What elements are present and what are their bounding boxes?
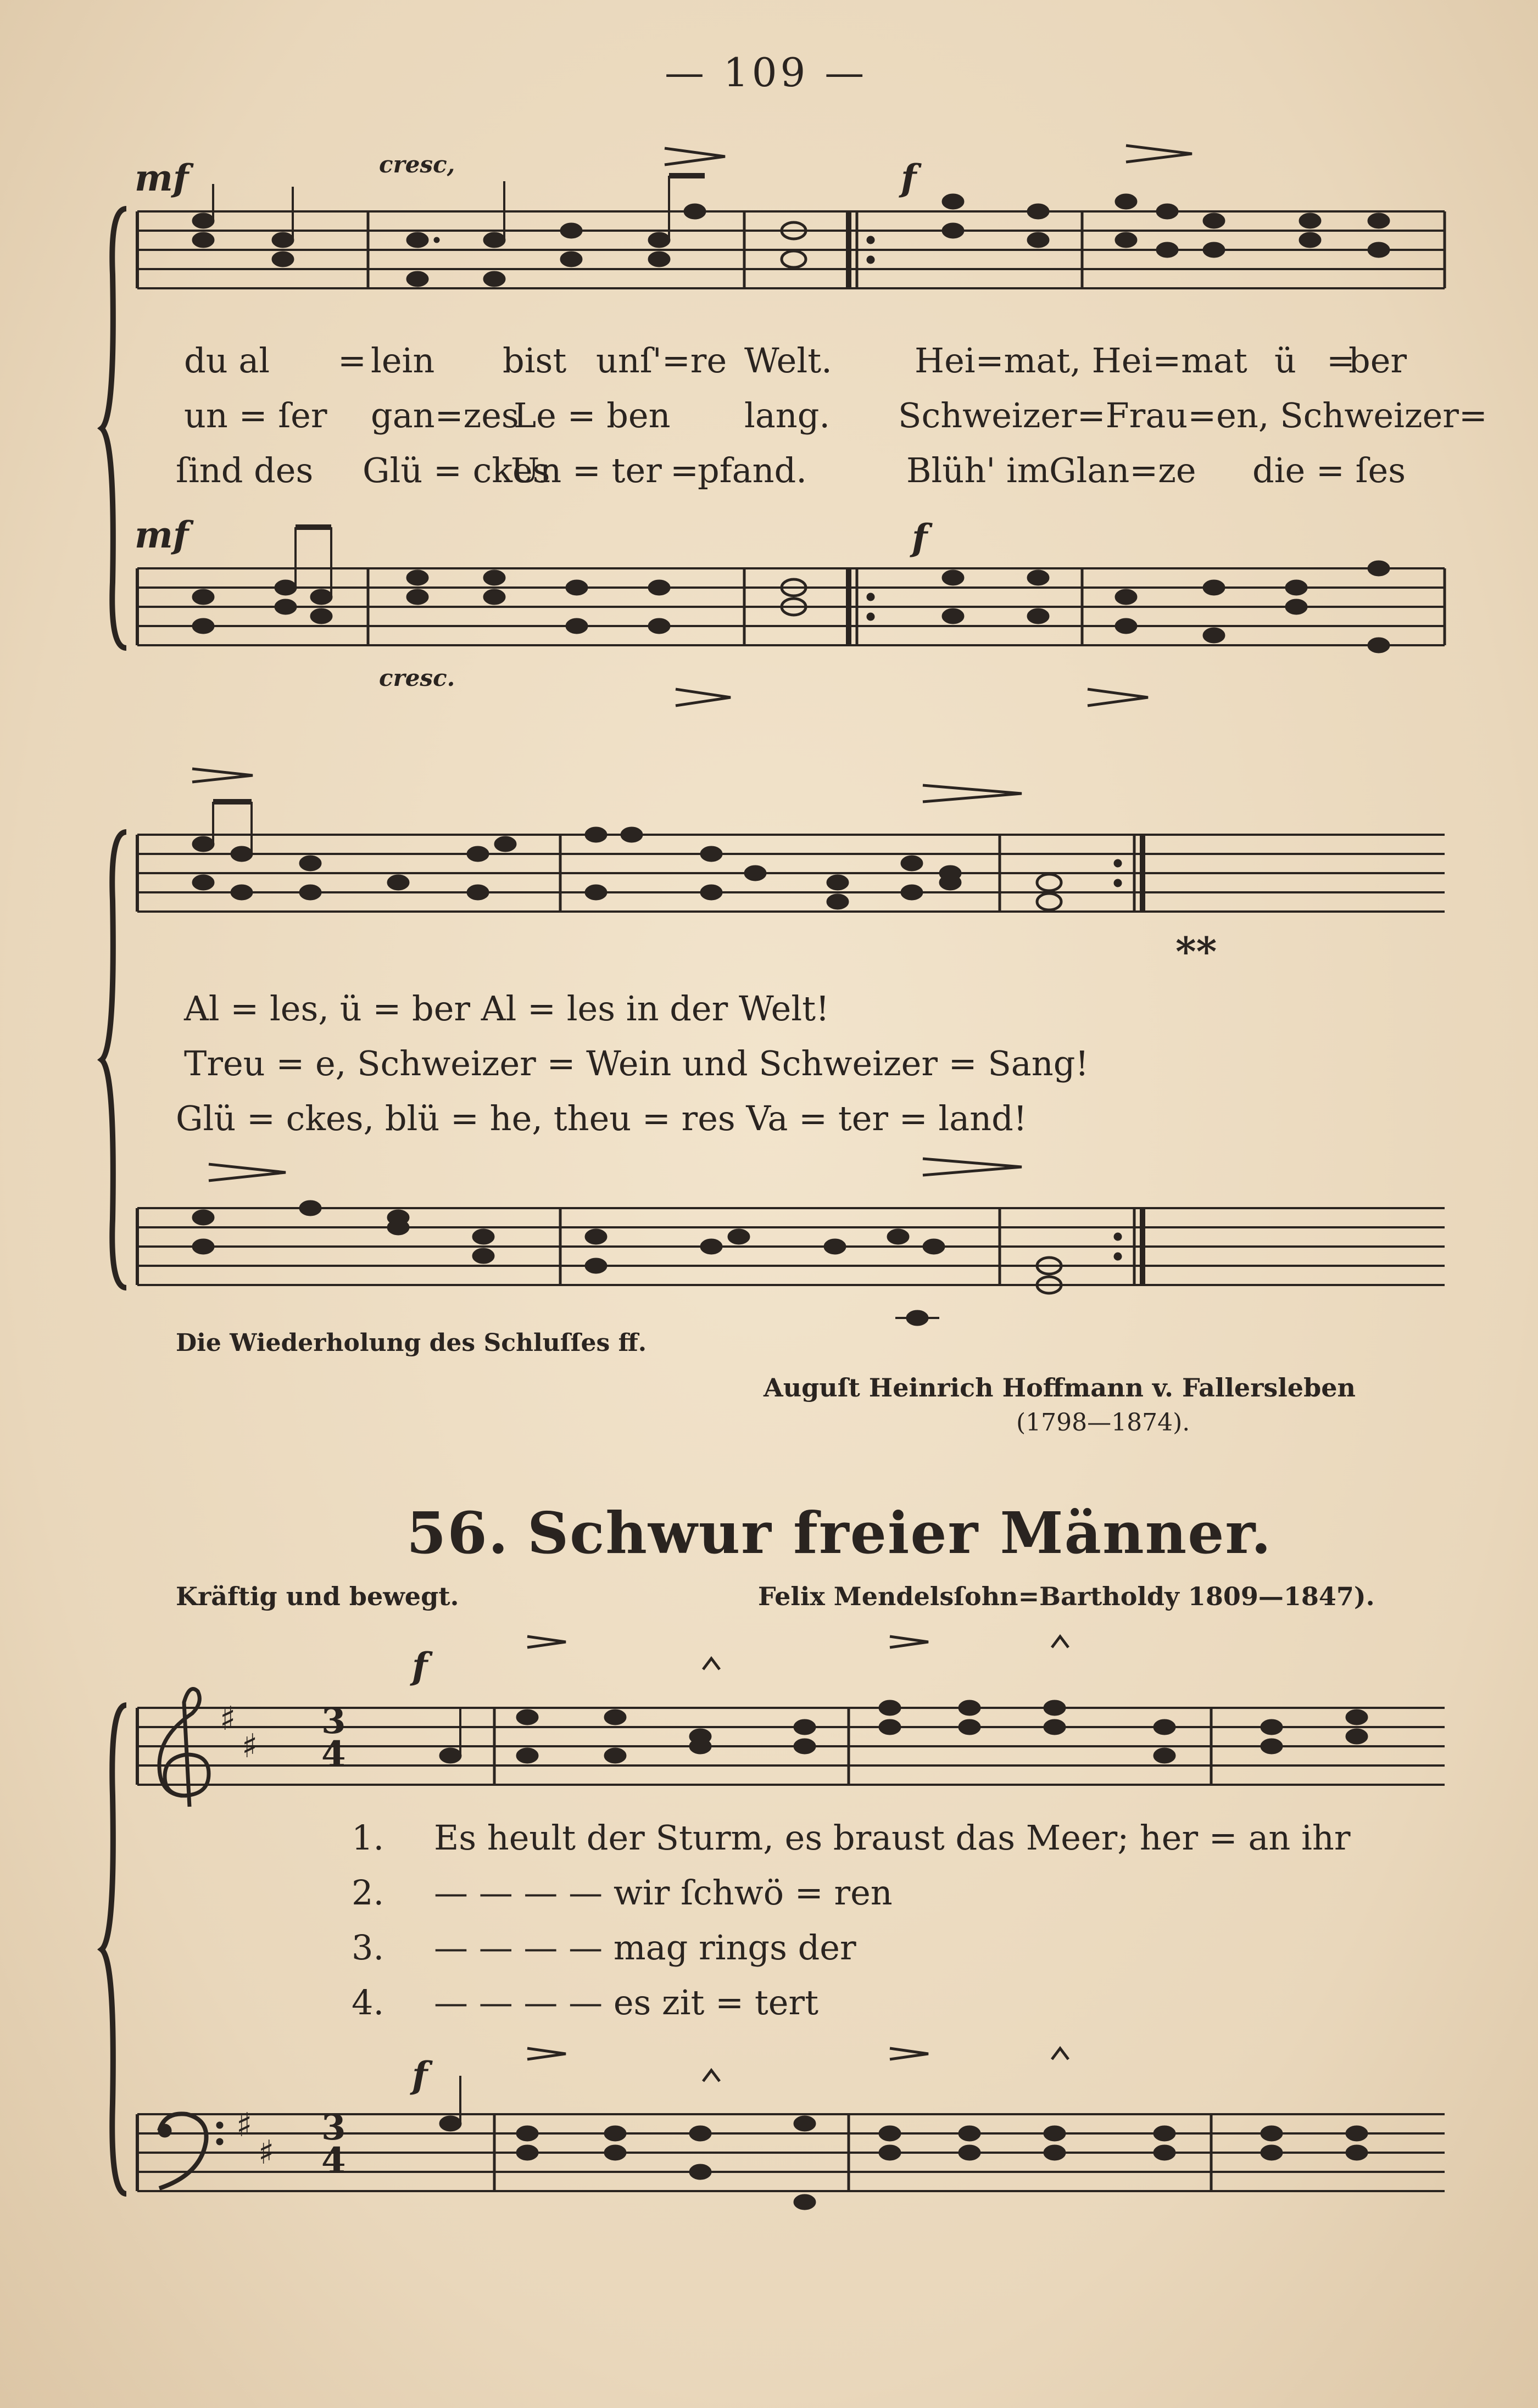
svg-text:♯: ♯ xyxy=(258,2133,275,2172)
lyric-word: Schweizer=Frau=en, Schweizer= xyxy=(898,395,1487,435)
time-signature-treble xyxy=(321,1701,346,1775)
notes-system1-bottom xyxy=(192,527,1390,653)
dynamic-f-bottom: f xyxy=(912,516,928,559)
composer-credit: Felix Mendelsſohn=Bartholdy 1809—1847). xyxy=(758,1582,1375,1611)
double-asterisk: ** xyxy=(1175,928,1217,975)
system2-verse-2: Treu = e, Schweizer = Wein und Schweizer = Sang! xyxy=(184,1043,1089,1083)
verse-number: 4. xyxy=(352,1982,384,2023)
lyric-word: ber xyxy=(1348,340,1407,381)
staff-system2-bottom xyxy=(137,1208,1445,1285)
time-sig-top: 3 xyxy=(321,1701,346,1742)
lyric-word: Welt. xyxy=(744,340,832,381)
lyricist-years: (1798—1874). xyxy=(1016,1409,1190,1437)
cresc-marking-top: cresc, xyxy=(379,151,455,178)
verse-text: — — — — wir ſchwö = ren xyxy=(434,1873,893,1913)
cresc-marking-bottom: cresc. xyxy=(379,664,455,691)
lyric-word: pfand. xyxy=(698,450,807,490)
tempo-marking: Kräftig und bewegt. xyxy=(176,1582,459,1611)
lyric-word: ſind des xyxy=(176,450,314,490)
lyric-word: un = ſer xyxy=(184,395,327,435)
song-title: Schwur freier Männer. xyxy=(527,1499,1272,1567)
staff-system2-top xyxy=(137,835,1445,912)
dynamic-f-treble: f xyxy=(412,1645,428,1688)
notes-system2-top xyxy=(192,802,1061,910)
time-sig-bottom: 4 xyxy=(321,1734,346,1775)
lyric-word: Hei=mat, Hei=mat xyxy=(915,340,1247,381)
lyric-word: = xyxy=(1327,340,1355,381)
system2-verse-1: Al = les, ü = ber Al = les in der Welt! xyxy=(184,988,829,1029)
notes-system2-bottom xyxy=(192,1200,1061,1326)
notes-song56-treble xyxy=(439,1700,1368,1763)
lyric-word: Blüh' im xyxy=(906,450,1050,490)
verse-number: 2. xyxy=(352,1873,384,1913)
lyric-word: = xyxy=(338,340,366,381)
system2-verse-3: Glü = ckes, blü = he, theu = res Va = ter = land! xyxy=(176,1098,1027,1138)
lyric-word: die = ſes xyxy=(1252,450,1406,490)
dynamic-f-top: f xyxy=(901,157,917,199)
lyricist-credit: Auguſt Heinrich Hoffmann v. Fallersleben xyxy=(764,1373,1356,1403)
verse-text: Es heult der Sturm, es braust das Meer; her = an ihr xyxy=(434,1818,1351,1858)
lyric-word: ü xyxy=(1274,340,1296,381)
verse-text: — — — — mag rings der xyxy=(434,1927,856,1968)
lyric-word: Le = ben xyxy=(514,395,671,435)
treble-clef-icon xyxy=(159,1689,209,1807)
svg-text:♯: ♯ xyxy=(236,2106,253,2144)
lyric-word: Un = ter xyxy=(511,450,662,490)
lyric-word: du al xyxy=(184,340,270,381)
lyric-word: bist xyxy=(503,340,567,381)
lyric-word: lein xyxy=(371,340,435,381)
repeat-note: Die Wiederholung des Schluſſes ff. xyxy=(176,1329,647,1357)
time-signature-bass xyxy=(321,2107,346,2181)
svg-text:♯: ♯ xyxy=(220,1700,236,1738)
brace-system2 xyxy=(102,832,126,1288)
brace-system1 xyxy=(102,209,126,648)
lyric-word: gan=zes xyxy=(371,395,519,435)
svg-text:♯: ♯ xyxy=(242,1727,258,1766)
time-sig-bottom: 4 xyxy=(321,2140,346,2181)
verse-number: 3. xyxy=(352,1927,384,1968)
song-number: 56. xyxy=(406,1499,509,1567)
dynamic-f-bass: f xyxy=(412,2054,428,2097)
lyric-word: lang. xyxy=(744,395,831,435)
lyric-word: Glan=ze xyxy=(1049,450,1196,490)
lyric-word: unſ'=re xyxy=(596,340,727,381)
brace-song56 xyxy=(102,1705,126,2194)
verse-text: — — — — es zit = tert xyxy=(434,1982,818,2023)
lyric-word: Glü = ckes xyxy=(363,450,550,490)
notes-song56-bass xyxy=(439,2076,1368,2210)
page-number: — 109 — xyxy=(665,49,868,96)
verse-number: 1. xyxy=(352,1818,384,1858)
lyric-word: = xyxy=(670,450,699,490)
dynamic-mf-top: mf xyxy=(135,157,189,199)
time-sig-top: 3 xyxy=(321,2107,346,2148)
dynamic-mf-bottom: mf xyxy=(135,513,189,556)
